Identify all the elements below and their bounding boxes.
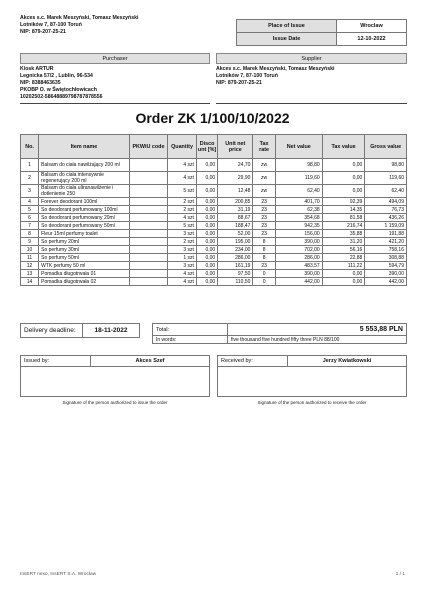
total-value: 5 553,88 PLN [228, 324, 407, 336]
row-gross-value: 119,60 [365, 172, 407, 185]
table-row [21, 230, 407, 238]
row-item-name: Balsam do ciała ultranawilżenie i dotlenienie 250 [39, 185, 130, 198]
issue-info-table [236, 19, 407, 46]
row-unit-price: 200,85 [218, 198, 253, 206]
col-pkwiu: PKWiU code [129, 135, 167, 159]
row-net-value: 390,00 [275, 270, 322, 278]
seller-address: Lotników 7, 87-100 Toruń [20, 22, 82, 28]
row-pkwiu [129, 278, 167, 286]
col-no: No. [21, 135, 39, 159]
row-quantity: 3 szt [168, 262, 197, 270]
row-net-value: 390,00 [275, 238, 322, 246]
row-gross-value: 436,26 [365, 214, 407, 222]
row-pkwiu [129, 185, 167, 198]
row-tax-rate: 23 [253, 262, 275, 270]
row-pkwiu [129, 262, 167, 270]
supplier-divider [216, 103, 407, 104]
row-quantity: 2 szt [168, 238, 197, 246]
row-discount: 0,00 [196, 198, 217, 206]
row-discount: 0,00 [196, 172, 217, 185]
row-tax-value: 0,00 [322, 172, 365, 185]
row-item-name: So deodorant perfumowany 50ml [39, 222, 130, 230]
row-pkwiu [129, 206, 167, 214]
row-unit-price: 161,19 [218, 262, 253, 270]
col-discount: Disco unt [%] [196, 135, 217, 159]
row-net-value: 62,38 [275, 206, 322, 214]
row-quantity: 4 szt [168, 270, 197, 278]
row-item-name: Balsam do ciała nawilżający 200 ml [39, 159, 130, 172]
row-quantity: 4 szt [168, 278, 197, 286]
row-no: 13 [21, 270, 39, 278]
purchaser-name: Kiosk ARTUR [20, 66, 54, 72]
row-tax-value: 216,74 [322, 222, 365, 230]
supplier-heading: Supplier [216, 53, 407, 64]
row-quantity: 2 szt [168, 198, 197, 206]
row-tax-rate: 23 [253, 230, 275, 238]
row-gross-value: 494,09 [365, 198, 407, 206]
row-tax-rate: zw [253, 159, 275, 172]
col-tax-value: Tax value [322, 135, 365, 159]
row-unit-price: 195,00 [218, 238, 253, 246]
row-discount: 0,00 [196, 238, 217, 246]
row-gross-value: 758,16 [365, 246, 407, 254]
table-row [21, 185, 407, 198]
row-net-value: 156,00 [275, 230, 322, 238]
row-gross-value: 442,00 [365, 278, 407, 286]
row-pkwiu [129, 214, 167, 222]
row-tax-rate: 8 [253, 238, 275, 246]
row-no: 8 [21, 230, 39, 238]
row-no: 9 [21, 238, 39, 246]
table-row [21, 278, 407, 286]
row-item-name: So perfumy 30ml [39, 246, 130, 254]
row-unit-price: 188,47 [218, 222, 253, 230]
row-tax-rate: 23 [253, 214, 275, 222]
row-item-name: Balsam do ciała intensywnie regenerujący 200 ml [39, 172, 130, 185]
row-tax-value: 31,20 [322, 238, 365, 246]
row-net-value: 401,70 [275, 198, 322, 206]
row-pkwiu [129, 198, 167, 206]
items-body [21, 159, 407, 286]
row-tax-rate: zw [253, 185, 275, 198]
row-gross-value: 98,80 [365, 159, 407, 172]
col-item-name: Item name [39, 135, 130, 159]
row-tax-value: 0,00 [322, 185, 365, 198]
issued-by-label: Issued by: [21, 356, 91, 366]
in-words-value: five thousand five hundred fifty three PLN 88/100 [228, 336, 407, 344]
row-quantity: 5 szt [168, 185, 197, 198]
row-unit-price: 24,70 [218, 159, 253, 172]
row-discount: 0,00 [196, 214, 217, 222]
row-no: 7 [21, 222, 39, 230]
row-tax-value: 0,00 [322, 270, 365, 278]
row-unit-price: 110,50 [218, 278, 253, 286]
row-no: 14 [21, 278, 39, 286]
received-by-label: Received by: [218, 356, 288, 366]
issue-date-value: 12-10-2022 [337, 33, 407, 46]
items-table [20, 134, 407, 286]
col-net-value: Net value [275, 135, 322, 159]
row-tax-rate: zw [253, 172, 275, 185]
table-row [21, 270, 407, 278]
row-no: 12 [21, 262, 39, 270]
purchaser-heading: Purchaser [20, 53, 210, 64]
row-item-name: Pomadka długotrwała 01 [39, 270, 130, 278]
table-row [21, 206, 407, 214]
row-tax-value: 92,39 [322, 198, 365, 206]
row-unit-price: 234,00 [218, 246, 253, 254]
row-quantity: 3 szt [168, 246, 197, 254]
row-no: 6 [21, 214, 39, 222]
row-gross-value: 62,40 [365, 185, 407, 198]
row-tax-rate: 8 [253, 254, 275, 262]
seller-name: Akces s.c. Marek Meszyński, Tomasz Meszyński [20, 15, 139, 21]
row-no: 10 [21, 246, 39, 254]
row-item-name: Pomadka długotrwała 02 [39, 278, 130, 286]
place-of-issue-value: Wroclaw [337, 20, 407, 33]
row-unit-price: 12,48 [218, 185, 253, 198]
row-tax-value: 111,22 [322, 262, 365, 270]
row-net-value: 483,57 [275, 262, 322, 270]
table-row [21, 214, 407, 222]
row-gross-value: 76,73 [365, 206, 407, 214]
table-row [21, 246, 407, 254]
purchaser-bank: PKOBP O. w Świętochłowicach [20, 87, 97, 93]
row-tax-value: 14,35 [322, 206, 365, 214]
row-discount: 0,00 [196, 278, 217, 286]
received-by-name: Jerzy Kwiatkowski [322, 358, 372, 364]
issued-by-section [20, 355, 210, 405]
row-item-name: So deodorant perfumowany 20ml [39, 214, 130, 222]
total-label: Total: [153, 324, 228, 336]
row-unit-price: 29,90 [218, 172, 253, 185]
table-row [21, 172, 407, 185]
row-item-name: Forever deodorant 100ml [39, 198, 130, 206]
row-discount: 0,00 [196, 230, 217, 238]
row-net-value: 354,68 [275, 214, 322, 222]
row-discount: 0,00 [196, 185, 217, 198]
supplier-address: Lotników 7, 87-100 Toruń [216, 73, 278, 79]
received-signature-caption: Signature of the person authorized to receive the order [257, 400, 367, 405]
table-row [21, 159, 407, 172]
row-discount: 0,00 [196, 159, 217, 172]
row-discount: 0,00 [196, 270, 217, 278]
row-unit-price: 88,67 [218, 214, 253, 222]
row-net-value: 942,35 [275, 222, 322, 230]
row-net-value: 286,00 [275, 254, 322, 262]
row-tax-rate: 23 [253, 206, 275, 214]
purchaser-divider [20, 103, 210, 104]
row-tax-rate: 23 [253, 222, 275, 230]
row-gross-value: 421,20 [365, 238, 407, 246]
row-net-value: 702,00 [275, 246, 322, 254]
row-discount: 0,00 [196, 254, 217, 262]
row-item-name: So deodorant perfumowany 100ml [39, 206, 130, 214]
row-quantity: 1 szt [168, 254, 197, 262]
delivery-label: Delivery deadline: [21, 324, 83, 337]
table-row [21, 238, 407, 246]
supplier-nip: NIP: 879-207-25-21 [216, 80, 262, 86]
row-discount: 0,00 [196, 222, 217, 230]
place-of-issue-label: Place of Issue [237, 20, 337, 33]
issue-date-label: Issue Date [237, 33, 337, 46]
row-tax-value: 0,00 [322, 278, 365, 286]
row-item-name: So perfumy 20ml [39, 238, 130, 246]
row-unit-price: 31,19 [218, 206, 253, 214]
table-row [21, 254, 407, 262]
row-tax-value: 0,00 [322, 159, 365, 172]
in-words-label: In words: [153, 336, 228, 344]
row-tax-value: 35,88 [322, 230, 365, 238]
row-gross-value: 390,00 [365, 270, 407, 278]
row-net-value: 98,80 [275, 159, 322, 172]
row-tax-value: 56,16 [322, 246, 365, 254]
row-quantity: 4 szt [168, 214, 197, 222]
row-no: 4 [21, 198, 39, 206]
table-row [21, 262, 407, 270]
received-by-section [217, 355, 407, 405]
row-tax-value: 22,88 [322, 254, 365, 262]
row-quantity: 5 szt [168, 222, 197, 230]
row-quantity: 3 szt [168, 230, 197, 238]
row-no: 1 [21, 159, 39, 172]
row-tax-value: 81,58 [322, 214, 365, 222]
purchaser-address: Legnicka 57/2 , Lublin, 96-534 [20, 73, 93, 79]
row-net-value: 119,60 [275, 172, 322, 185]
row-item-name: Fleur 15ml perfumy toalet [39, 230, 130, 238]
issued-signature-box [20, 367, 210, 397]
row-item-name: WTK perfumy 50 ml [39, 262, 130, 270]
delivery-value: 18-11-2022 [94, 327, 128, 334]
row-discount: 0,00 [196, 206, 217, 214]
row-pkwiu [129, 230, 167, 238]
row-tax-rate: 23 [253, 198, 275, 206]
table-row [21, 222, 407, 230]
footer-page-number: 1 / 1 [395, 572, 405, 577]
row-discount: 0,00 [196, 262, 217, 270]
row-unit-price: 97,50 [218, 270, 253, 278]
purchaser-block [20, 66, 210, 101]
col-tax-rate: Tax rate [253, 135, 275, 159]
row-quantity: 4 szt [168, 159, 197, 172]
seller-nip: NIP: 879-207-25-21 [20, 29, 66, 35]
col-gross-value: Gross value [365, 135, 407, 159]
issued-signature-caption: Signature of the person authorized to issue the order [62, 400, 168, 405]
row-no: 3 [21, 185, 39, 198]
row-quantity: 2 szt [168, 206, 197, 214]
table-row [21, 198, 407, 206]
supplier-name: Akces s.c. Marek Meszyński, Tomasz Meszyński [216, 66, 335, 72]
col-unit-price: Unit net price [218, 135, 253, 159]
row-item-name: So perfumy 50ml [39, 254, 130, 262]
row-pkwiu [129, 238, 167, 246]
col-quantity: Quantity [168, 135, 197, 159]
totals-table [152, 323, 407, 344]
row-gross-value: 191,88 [365, 230, 407, 238]
row-pkwiu [129, 254, 167, 262]
received-signature-box [217, 367, 407, 397]
seller-block [20, 15, 200, 36]
row-pkwiu [129, 246, 167, 254]
footer-software: InsERT nexo, InsERT S.A. Wrocław [20, 572, 97, 577]
row-gross-value: 594,79 [365, 262, 407, 270]
items-header-row [21, 135, 407, 159]
row-unit-price: 52,00 [218, 230, 253, 238]
row-pkwiu [129, 172, 167, 185]
row-pkwiu [129, 159, 167, 172]
row-unit-price: 286,00 [218, 254, 253, 262]
delivery-deadline [20, 323, 140, 338]
row-gross-value: 308,88 [365, 254, 407, 262]
row-pkwiu [129, 222, 167, 230]
row-tax-rate: 8 [253, 246, 275, 254]
row-discount: 0,00 [196, 246, 217, 254]
purchaser-nip: NIP: 8388463635 [20, 80, 61, 86]
row-no: 11 [21, 254, 39, 262]
row-tax-rate: 0 [253, 270, 275, 278]
row-quantity: 4 szt [168, 172, 197, 185]
supplier-block [216, 66, 407, 87]
row-gross-value: 1 159,09 [365, 222, 407, 230]
document-title: Order ZK 1/100/10/2022 [135, 110, 290, 126]
purchaser-account: 10202502-58648889798787878556 [20, 94, 103, 100]
row-no: 5 [21, 206, 39, 214]
issued-by-name: Akces Szef [135, 358, 165, 364]
row-net-value: 62,40 [275, 185, 322, 198]
row-no: 2 [21, 172, 39, 185]
row-net-value: 442,00 [275, 278, 322, 286]
row-tax-rate: 0 [253, 278, 275, 286]
row-pkwiu [129, 270, 167, 278]
